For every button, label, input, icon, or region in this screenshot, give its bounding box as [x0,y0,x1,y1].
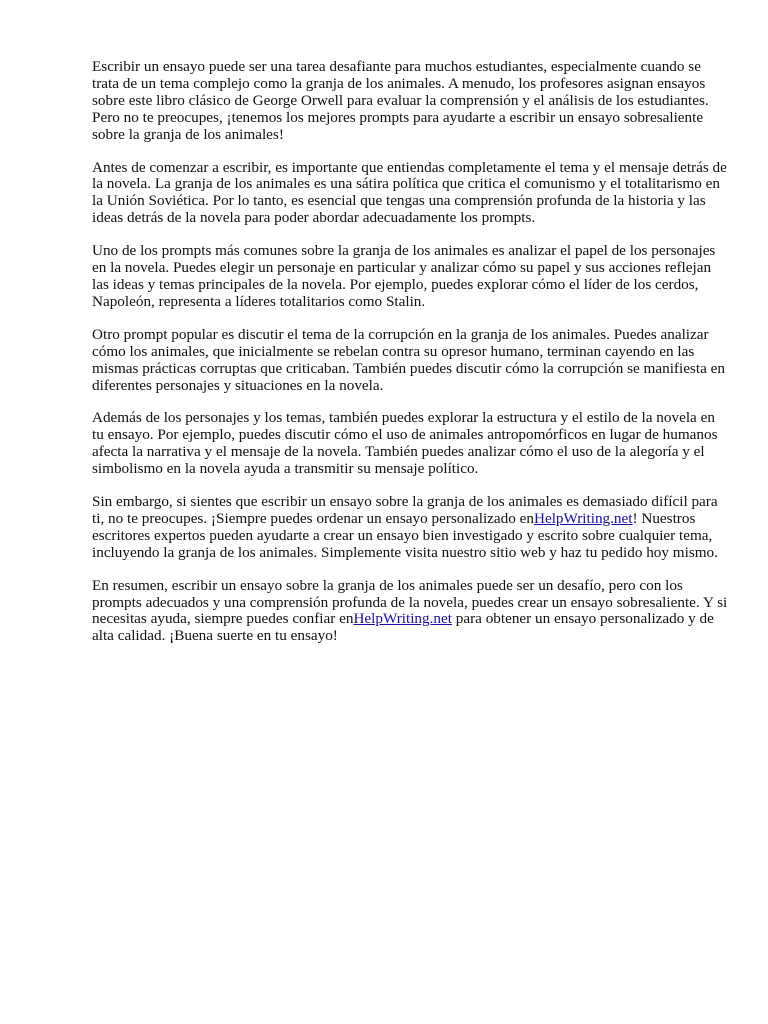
paragraph-characters: Uno de los prompts más comunes sobre la granja de los animales es analizar el papel de los personajes en la novela. Puedes elegir un personaje en particular y analizar cómo su papel y sus acciones reflejan las ideas y temas principales de la novela. Por ejemplo, puedes explorar cómo el líder de los cerdos, Napoleón, representa a líderes totalitarios como Stalin. [92,242,716,310]
paragraph-summary [92,578,728,646]
paragraph-intro: Escribir un ensayo puede ser una tarea desafiante para muchos estudiantes, especialmente cuando se trata de un tema complejo como la granja de los animales. A menudo, los profesores asignan ensayos sobre este libro clásico de George Orwell para evaluar la comprensión y el análisis de los estudiantes. Pero no te preocupes, ¡tenemos los mejores prompts para ayudarte a escribir un ensayo sobresaliente sobre la granja de los animales! [92,58,709,143]
paragraph-offer-text-after: ! Nuestros escritores expertos pueden ayudarte a crear un ensayo bien investigado y escrito sobre cualquier tema, incluyendo la granja de los animales. Simplemente visita nuestro sitio web y haz tu pedido hoy mismo. [92,509,718,561]
paragraph-structure: Además de los personajes y los temas, también puedes explorar la estructura y el estilo de la novela en tu ensayo. Por ejemplo, puedes discutir cómo el uso de animales antropomórficos en lugar de humanos afecta la narrativa y el mensaje de la novela. También puedes analizar cómo el uso de la alegoría y el simbolismo en la novela ayuda a transmitir su mensaje político. [92,409,718,478]
paragraph-offer [92,494,728,562]
paragraph-corruption: Otro prompt popular es discutir el tema de la corrupción en la granja de los animales. Puedes analizar cómo los animales, que inicialmente se rebelan contra su opresor humano, terminan cayendo en las mismas prácticas corruptas que criticaban. También puedes discutir cómo la corrupción se manifiesta en diferentes personajes y situaciones en la novela. [92,325,725,394]
paragraph-context: Antes de comenzar a escribir, es importante que entiendas completamente el tema y el mensaje detrás de la novela. La granja de los animales es una sátira política que critica el comunismo y el totalitarismo en la Unión Soviética. Por lo tanto, es esencial que tengas una comprensión profunda de la historia y las ideas detrás de la novela para poder abordar adecuadamente los prompts. [92,158,727,227]
helpwriting-link[interactable]: HelpWriting.net [353,610,452,628]
document-body [92,59,728,661]
helpwriting-link[interactable]: HelpWriting.net [533,509,633,527]
paragraph-offer-text-before: Sin embargo, si sientes que escribir un ensayo sobre la granja de los animales es demasiado difícil para ti, no te preocupes. ¡Siempre puedes ordenar un ensayo personalizado en [92,493,718,527]
paragraph-summary-text-before: En resumen, escribir un ensayo sobre la granja de los animales puede ser un desafío, pero con los prompts adecuados y una comprensión profunda de la novela, puedes crear un ensayo sobresaliente. Y si necesitas ayuda, siempre puedes confiar en [92,576,728,628]
paragraph-summary-text-after: para obtener un ensayo personalizado y de alta calidad. ¡Buena suerte en tu ensayo! [92,610,714,645]
